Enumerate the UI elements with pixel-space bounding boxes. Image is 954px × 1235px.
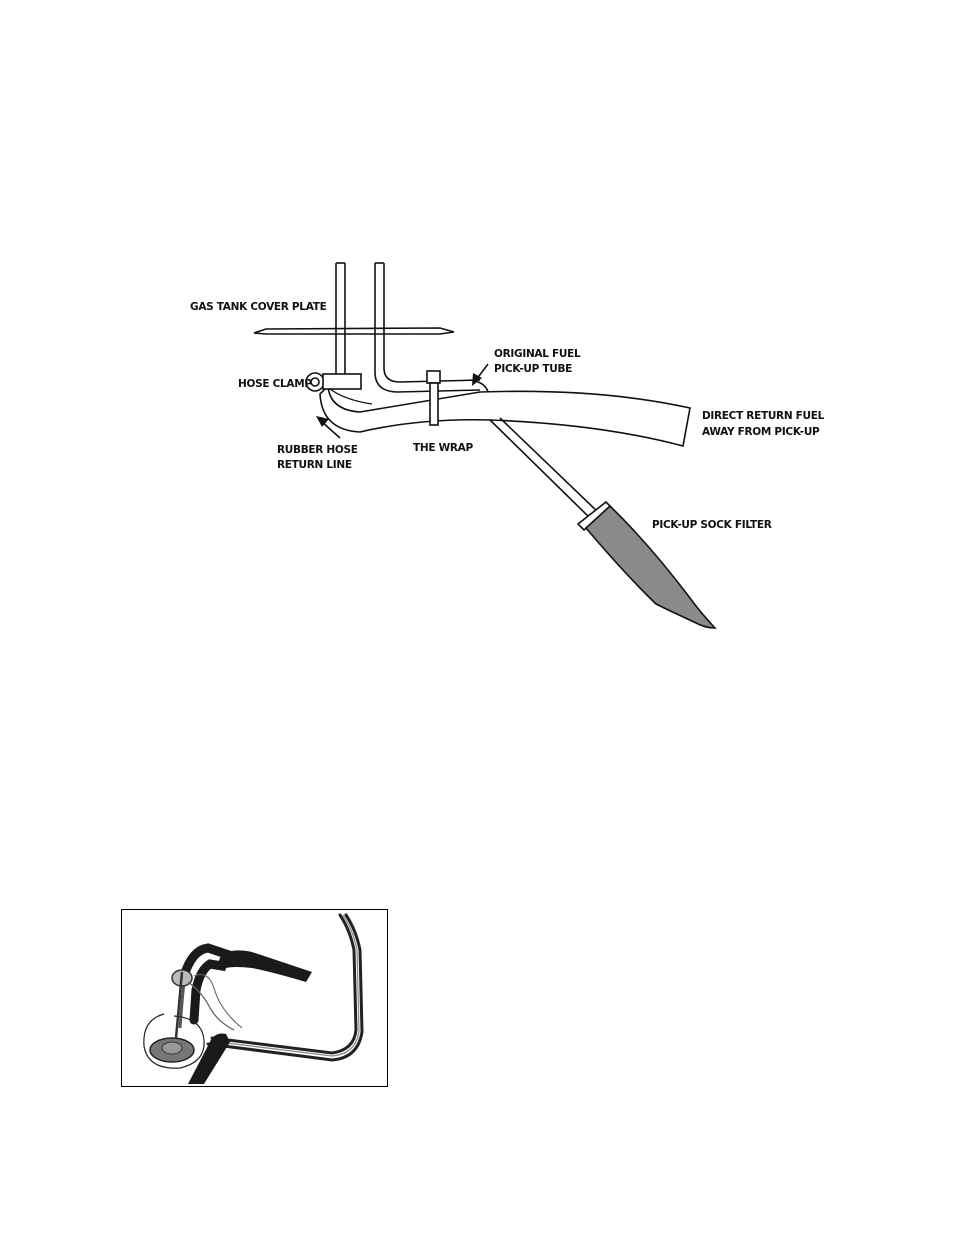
fuel-sending-unit-photo <box>121 909 388 1087</box>
rubber-hose-return-line <box>320 386 690 446</box>
label-original-fuel-1: ORIGINAL FUEL <box>494 348 581 360</box>
return-line-tube <box>336 263 345 378</box>
label-the-wrap: THE WRAP <box>413 442 473 454</box>
photo-illustration <box>122 910 388 1087</box>
label-direct-return-2: AWAY FROM PICK-UP <box>702 426 820 438</box>
pickup-stem <box>490 418 600 520</box>
label-pickup-sock-filter: PICK-UP SOCK FILTER <box>652 519 772 531</box>
label-direct-return-1: DIRECT RETURN FUEL <box>702 410 825 422</box>
hose-clamp <box>306 373 361 391</box>
label-gas-tank-cover-plate: GAS TANK COVER PLATE <box>190 301 327 313</box>
label-rubber-hose-2: RETURN LINE <box>277 459 352 471</box>
gas-tank-cover-plate <box>254 328 454 334</box>
label-hose-clamp: HOSE CLAMP <box>238 378 312 390</box>
label-original-fuel-2: PICK-UP TUBE <box>494 363 573 375</box>
label-rubber-hose-1: RUBBER HOSE <box>277 444 358 456</box>
